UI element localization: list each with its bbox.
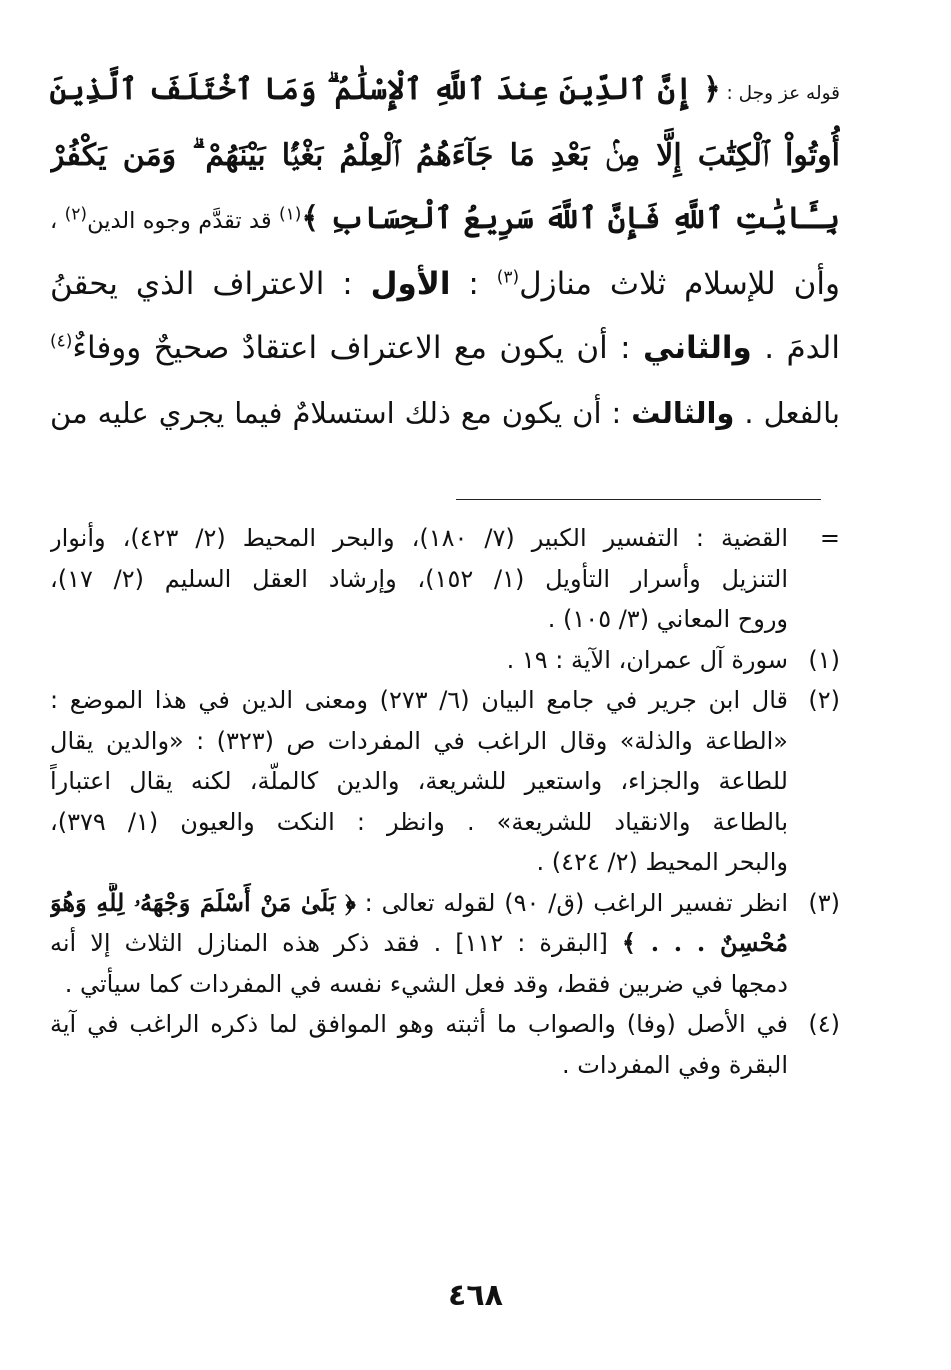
- footnote-marker: =: [819, 524, 840, 552]
- text-segment: وأن للإسلام ثلاث منازل: [519, 265, 840, 302]
- footnote-ref[interactable]: (١): [278, 204, 302, 225]
- text-segment: ،: [50, 208, 65, 234]
- text-segment: قد تقدَّم وجوه الدين: [87, 208, 279, 234]
- text-segment: الدمَ .: [751, 330, 840, 366]
- footnote-line: [50, 761, 840, 802]
- page-number: ٤٦٨: [448, 1278, 503, 1313]
- footnote-line: [50, 721, 840, 762]
- quran-verse: ﴿ إِنَّ ٱلدِّينَ عِندَ ٱللَّهِ ٱلْإِسْلَٰمُ ۗ وَمَا ٱخْتَلَفَ ٱلَّذِينَ: [50, 72, 721, 107]
- main-line: [50, 252, 840, 317]
- footnote-marker: (٣): [808, 888, 840, 917]
- footnote-line: [50, 599, 840, 640]
- footnote-text: والبحر المحيط (٢/ ٤٢٤) .: [536, 848, 788, 876]
- footnote-text: سورة آل عمران، الآية : ١٩ .: [506, 645, 788, 674]
- bold-term: الأول: [370, 265, 451, 302]
- footnote-text: وروح المعاني (٣/ ١٠٥) .: [547, 605, 788, 633]
- footnote-marker: (١): [808, 645, 840, 674]
- footnote-line: [50, 964, 840, 1005]
- text-segment: قوله عز وجل :: [720, 83, 840, 104]
- footnote-line: [50, 842, 840, 883]
- footnote-line: [50, 1045, 840, 1086]
- footnote-line: [50, 802, 840, 843]
- footnote-text: «الطاعة والذلة» وقال الراغب في المفردات ص (٣٢٣) : «والدين يقال: [50, 726, 788, 755]
- text-segment: : أن يكون مع ذلك استسلامٌ فيما يجري عليه من: [50, 395, 632, 430]
- text-segment: : أن يكون مع الاعتراف اعتقادٌ صحيحٌ ووفاءٌ: [72, 330, 643, 366]
- main-line: [50, 58, 840, 123]
- footnote-line: [50, 1004, 840, 1045]
- footnote-text: انظر تفسير الراغب (ق/ ٩٠) لقوله تعالى :: [355, 888, 788, 917]
- footnote-text: التنزيل وأسرار التأويل (١/ ١٥٢)، وإرشاد العقل السليم (٢/ ١٧)،: [50, 564, 789, 593]
- footnote-marker: (٢): [808, 686, 840, 714]
- text-segment: :: [450, 265, 497, 302]
- footnote-line: [50, 640, 840, 681]
- main-line: [50, 381, 840, 446]
- footnote-text: دمجها في ضربين فقط، وقد فعل الشيء نفسه في المفردات كما سيأتي .: [64, 969, 788, 998]
- footnote-line: [50, 518, 840, 559]
- quran-verse: بِـَٔايَٰتِ ٱللَّهِ فَإِنَّ ٱللَّهَ سَرِيعُ ٱلْحِسَابِ ﴾: [301, 201, 840, 236]
- quran-verse: مُحْسِنٌ . . . ﴾: [621, 928, 789, 957]
- footnote-marker: (٤): [808, 1010, 840, 1038]
- footnote-ref[interactable]: (٢): [64, 204, 88, 225]
- footnote-text: للطاعة والجزاء، واستعير للشريعة، والدين كالملّة، لكنه يقال اعتباراً: [50, 767, 788, 795]
- bold-term: والثالث: [631, 395, 735, 430]
- footnote-text: في الأصل (وفا) والصواب ما أثبته وهو الموافق لما ذكره الراغب في آية: [50, 1010, 788, 1038]
- main-line: [50, 316, 840, 381]
- bold-term: والثاني: [642, 330, 752, 366]
- footnote-text: قال ابن جرير في جامع البيان (٦/ ٢٧٣) ومعنى الدين في هذا الموضع :: [50, 686, 788, 714]
- footnote-text: [البقرة : ١١٢] . فقد ذكر هذه المنازل الثلاث إلا أنه: [50, 929, 622, 957]
- footnotes: [50, 518, 840, 1085]
- footnote-line: [50, 559, 840, 600]
- footnote-line: [50, 883, 840, 924]
- footnote-ref[interactable]: (٤): [50, 331, 73, 352]
- footnote-separator: [456, 499, 821, 500]
- footnote-text: بالطاعة والانقياد للشريعة» . وانظر : النكت والعيون (١/ ٣٧٩)،: [50, 807, 788, 836]
- text-segment: بالفعل .: [734, 395, 840, 430]
- text-segment: : الاعتراف الذي يحقنُ: [50, 265, 371, 302]
- main-text: [50, 58, 840, 445]
- footnote-line: [50, 923, 840, 964]
- main-line: [50, 123, 840, 188]
- main-line: [50, 187, 840, 252]
- footnote-ref[interactable]: (٣): [496, 267, 520, 288]
- footnote-line: [50, 680, 840, 721]
- footnote-text: البقرة وفي المفردات .: [562, 1050, 788, 1079]
- quran-verse: أُوتُواْ ٱلْكِتَٰبَ إِلَّا مِنۢ بَعْدِ مَا جَآءَهُمُ ٱلْعِلْمُ بَغْيًۢا بَيْنَهُمْ ۗ وَمَن يَكْفُرْ: [50, 137, 840, 173]
- footnote-text: القضية : التفسير الكبير (٧/ ١٨٠)، والبحر المحيط (٢/ ٤٢٣)، وأنوار: [50, 524, 789, 552]
- quran-verse: ﴿ بَلَىٰ مَنْ أَسْلَمَ وَجْهَهُۥ لِلَّهِ وَهُوَ: [50, 887, 356, 917]
